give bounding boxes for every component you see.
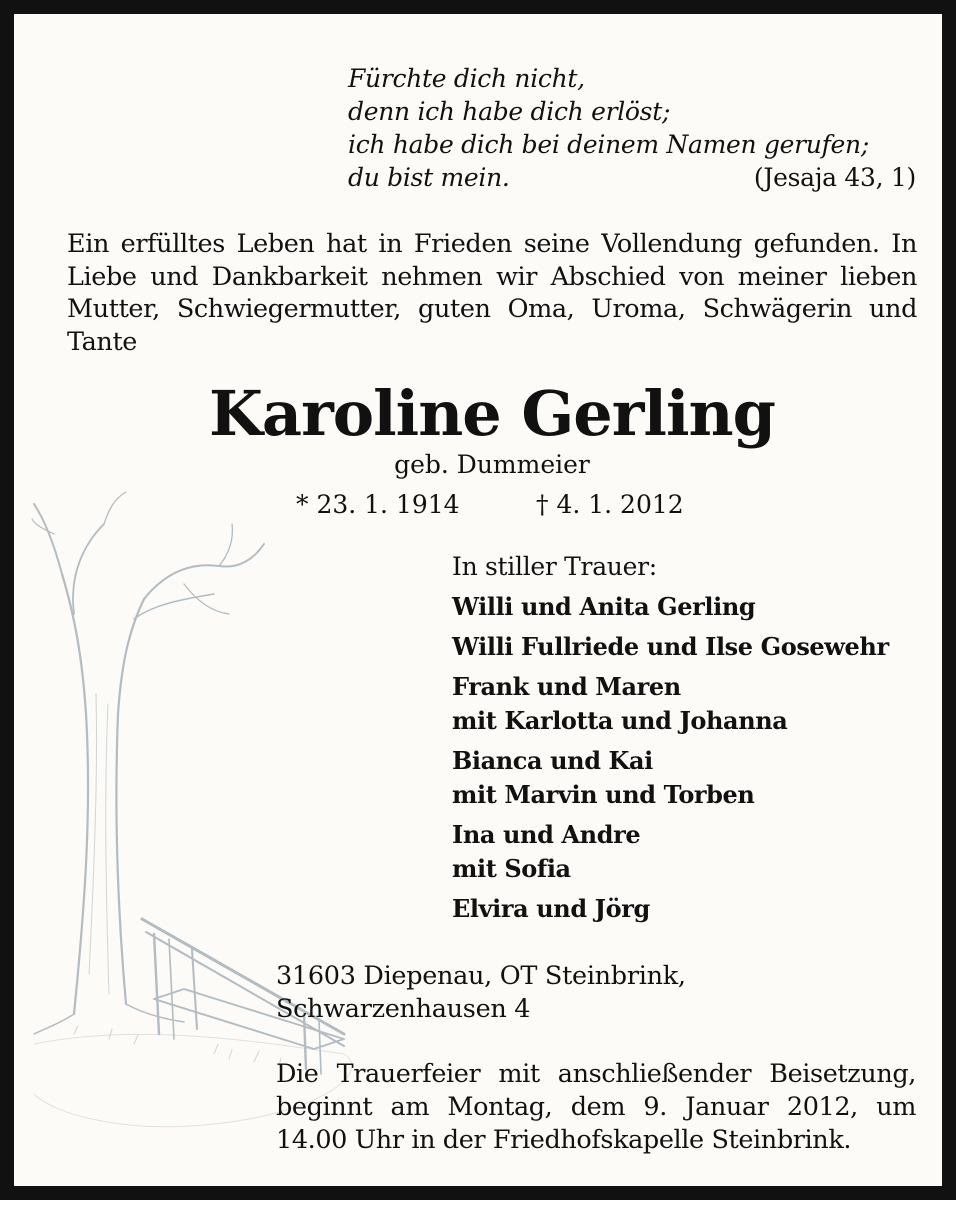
mourner-line: Willi und Anita Gerling	[452, 592, 756, 621]
mourner-line: Bianca und Kai	[452, 746, 653, 775]
ceremony-notice: Die Trauerfeier mit anschließender Beisetzung, beginnt am Montag, dem 9. Januar 2012, um 14.00 Uhr in der Friedhofskapelle Steinbrink.	[276, 1059, 916, 1155]
mourner-line: mit Sofia	[452, 854, 571, 883]
address-line: Schwarzenhausen 4	[276, 994, 531, 1024]
verse-line: du bist mein.	[348, 163, 510, 192]
address-line: 31603 Diepenau, OT Steinbrink,	[276, 961, 686, 991]
address	[276, 960, 916, 1026]
mourner-group	[452, 670, 932, 738]
verse-line: Fürchte dich nicht,	[348, 64, 585, 93]
birth-date: * 23. 1. 1914	[296, 490, 460, 519]
mourner-group	[452, 630, 932, 664]
mourner-line: Ina und Andre	[452, 820, 641, 849]
bible-verse	[348, 62, 918, 194]
deceased-name: Karoline Gerling	[209, 377, 775, 450]
mourner-line: Frank und Maren	[452, 672, 681, 701]
intro-paragraph: Ein erfülltes Leben hat in Frieden seine Vollendung gefunden. In Liebe und Dankbarkeit nehmen wir Abschied von meiner lieben Mutter, Schwiegermutter, guten Oma, Uroma, Schwägerin und Tante	[67, 229, 917, 357]
mourner-group	[452, 590, 932, 624]
mourner-line: mit Marvin und Torben	[452, 780, 755, 809]
mourners-heading: In stiller Trauer:	[452, 552, 657, 581]
mourner-group	[452, 744, 932, 812]
death-date: † 4. 1. 2012	[536, 490, 684, 519]
mourner-group	[452, 892, 932, 926]
mourner-line: Elvira und Jörg	[452, 894, 650, 923]
mourner-line: Willi Fullriede und Ilse Gosewehr	[452, 632, 889, 661]
verse-line: ich habe dich bei deinem Namen gerufen;	[348, 130, 869, 159]
mourner-line: mit Karlotta und Johanna	[452, 706, 788, 735]
verse-line: denn ich habe dich erlöst;	[348, 97, 671, 126]
maiden-name: geb. Dummeier	[394, 450, 590, 479]
mourner-group	[452, 818, 932, 886]
verse-reference: (Jesaja 43, 1)	[753, 163, 916, 192]
mourners-list	[452, 550, 932, 926]
